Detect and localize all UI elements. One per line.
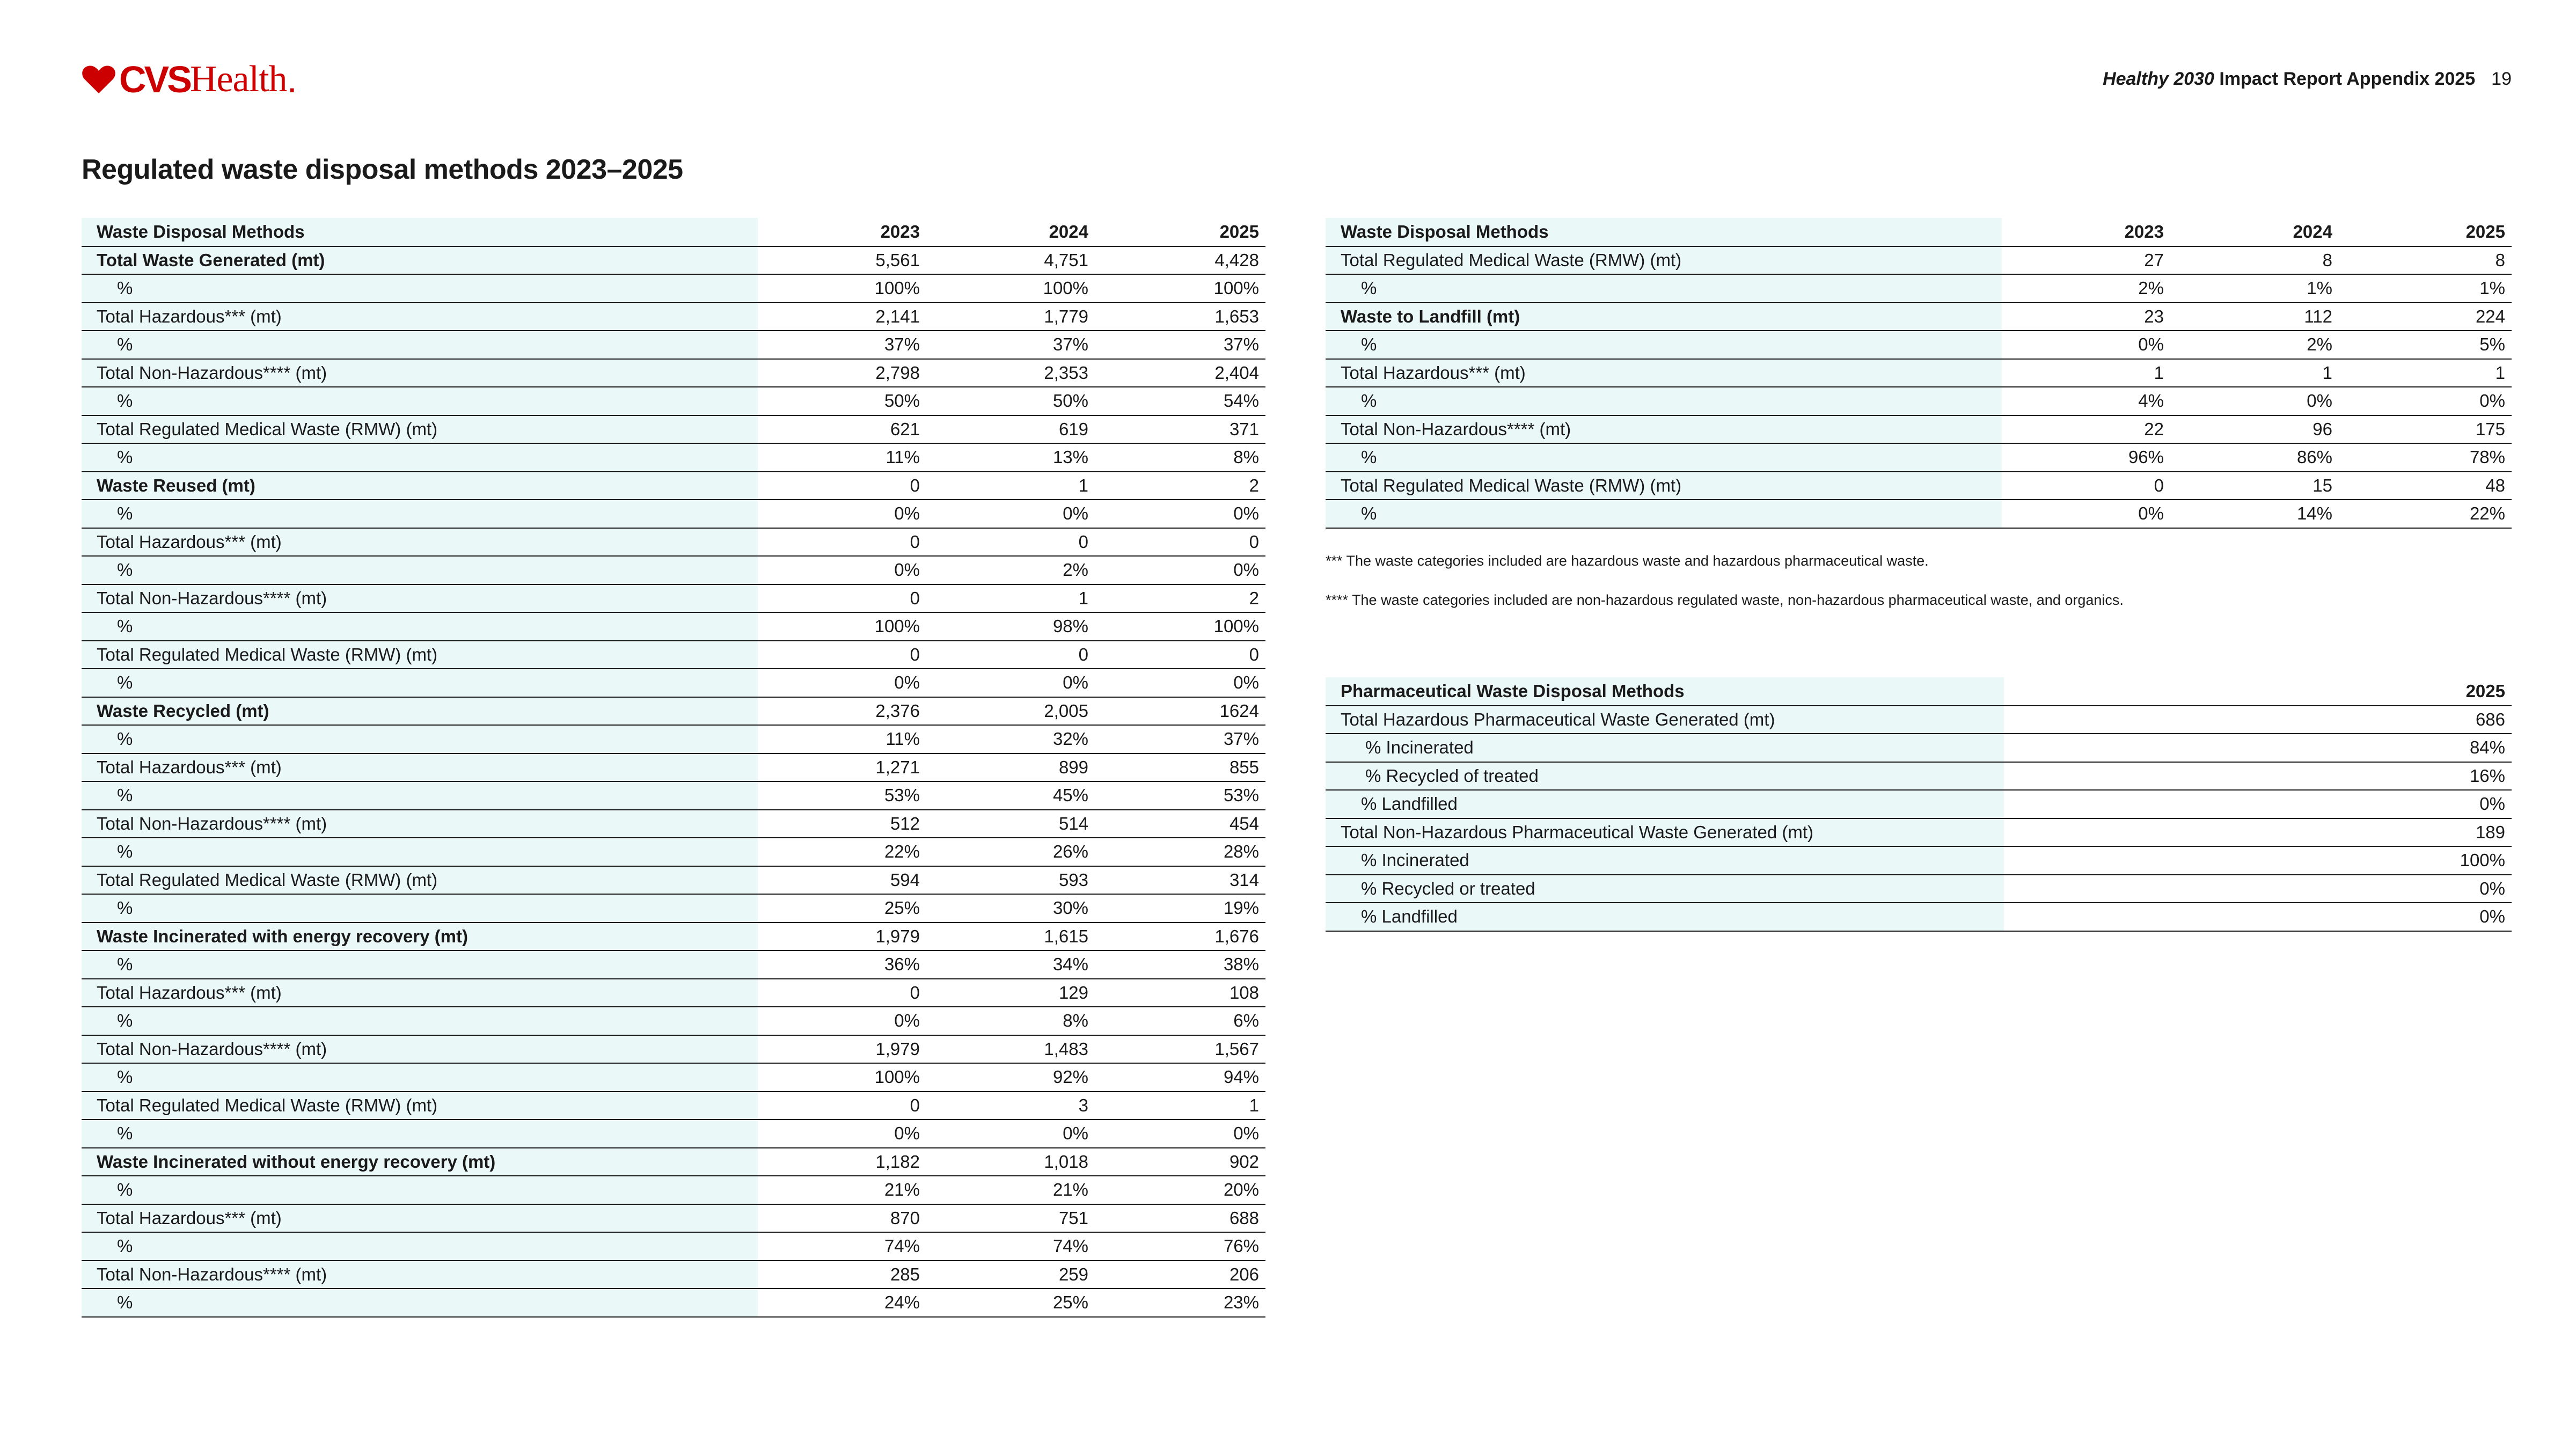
row-label: % [82, 838, 758, 866]
table-row [82, 866, 1265, 895]
cell-value: 0 [758, 528, 926, 557]
cell-value: 4,428 [1095, 246, 1265, 275]
row-label: Total Regulated Medical Waste (RMW) (mt) [82, 1092, 758, 1120]
cell-value: 2,798 [758, 359, 926, 387]
table-row [82, 472, 1265, 500]
table-row [82, 443, 1265, 472]
table-row [82, 528, 1265, 557]
table-row [1326, 415, 2512, 444]
column-header-year: 2023 [758, 218, 926, 246]
row-label: Total Regulated Medical Waste (RMW) (mt) [82, 641, 758, 669]
waste-disposal-table-right [1326, 218, 2512, 529]
cell-value: 5,561 [758, 246, 926, 275]
table-row [1326, 359, 2512, 387]
table-row [82, 838, 1265, 866]
cell-value: 53% [758, 781, 926, 810]
cell-value: 4,751 [926, 246, 1095, 275]
table-row [1326, 762, 2512, 791]
table-row [1326, 387, 2512, 415]
row-label: Waste Reused (mt) [82, 472, 758, 500]
row-label: % [82, 1176, 758, 1204]
row-label: Total Non-Hazardous**** (mt) [82, 359, 758, 387]
cell-value: 37% [758, 331, 926, 359]
cell-value: 2,353 [926, 359, 1095, 387]
cell-value: 50% [758, 387, 926, 415]
table-row [82, 1092, 1265, 1120]
table-row [82, 725, 1265, 753]
cell-value: 45% [926, 781, 1095, 810]
row-label: Total Hazardous*** (mt) [82, 528, 758, 557]
cell-value: 74% [926, 1232, 1095, 1261]
waste-disposal-table-left [82, 218, 1265, 1318]
table-row [82, 1007, 1265, 1035]
cell-value: 189 [2004, 818, 2512, 847]
cell-value: 38% [1095, 950, 1265, 979]
table-row [82, 1261, 1265, 1289]
table-row [1326, 443, 2512, 472]
cell-value: 0 [1095, 641, 1265, 669]
row-label: Total Hazardous*** (mt) [82, 753, 758, 782]
cell-value: 2% [2170, 331, 2339, 359]
cell-value: 74% [758, 1232, 926, 1261]
cell-value: 899 [926, 753, 1095, 782]
cell-value: 1624 [1095, 697, 1265, 726]
row-label: % Incinerated [1326, 734, 2004, 762]
cell-value: 78% [2339, 443, 2512, 472]
cell-value: 23% [1095, 1289, 1265, 1317]
table-header-row [82, 218, 1265, 246]
cell-value: 688 [1095, 1204, 1265, 1233]
cell-value: 514 [926, 810, 1095, 838]
heart-icon [82, 64, 116, 94]
cell-value: 0% [758, 1119, 926, 1148]
cell-value: 21% [926, 1176, 1095, 1204]
table-row [82, 641, 1265, 669]
cell-value: 22% [758, 838, 926, 866]
table-row [1326, 472, 2512, 500]
cell-value: 94% [1095, 1063, 1265, 1092]
cell-value: 22% [2339, 500, 2512, 528]
cell-value: 855 [1095, 753, 1265, 782]
table-row [82, 979, 1265, 1007]
table-row [82, 894, 1265, 923]
row-label: % [82, 387, 758, 415]
row-label: Total Non-Hazardous**** (mt) [1326, 415, 2002, 444]
table-row [82, 246, 1265, 275]
table-row [1326, 790, 2512, 818]
row-label: Total Non-Hazardous**** (mt) [82, 1261, 758, 1289]
row-label: Total Regulated Medical Waste (RMW) (mt) [82, 415, 758, 444]
cell-value: 1 [926, 472, 1095, 500]
cell-value: 30% [926, 894, 1095, 923]
cell-value: 6% [1095, 1007, 1265, 1035]
cell-value: 8 [2170, 246, 2339, 275]
cell-value: 621 [758, 415, 926, 444]
column-header-year: 2025 [2339, 218, 2512, 246]
column-header-year: 2023 [2002, 218, 2170, 246]
cell-value: 2% [926, 556, 1095, 584]
cell-value: 175 [2339, 415, 2512, 444]
cell-value: 19% [1095, 894, 1265, 923]
cell-value: 2 [1095, 472, 1265, 500]
row-label: % [82, 500, 758, 528]
cell-value: 1 [2170, 359, 2339, 387]
cell-value: 76% [1095, 1232, 1265, 1261]
cell-value: 1% [2339, 274, 2512, 303]
cell-value: 21% [758, 1176, 926, 1204]
table-row [82, 1119, 1265, 1148]
cell-value: 0 [1095, 528, 1265, 557]
table-row [82, 1176, 1265, 1204]
row-label: Total Hazardous*** (mt) [82, 979, 758, 1007]
cell-value: 902 [1095, 1148, 1265, 1176]
table-row [1326, 846, 2512, 875]
cell-value: 13% [926, 443, 1095, 472]
cell-value: 26% [926, 838, 1095, 866]
cell-value: 96% [2002, 443, 2170, 472]
cell-value: 100% [2004, 846, 2512, 875]
cell-value: 0% [2339, 387, 2512, 415]
cell-value: 0% [758, 556, 926, 584]
row-label: % [82, 1289, 758, 1317]
table-row [1326, 734, 2512, 762]
cell-value: 594 [758, 866, 926, 895]
row-label: Waste Recycled (mt) [82, 697, 758, 726]
column-header-label: Waste Disposal Methods [82, 218, 758, 246]
cell-value: 37% [1095, 331, 1265, 359]
table-row [1326, 818, 2512, 847]
cell-value: 100% [1095, 612, 1265, 641]
cell-value: 1,676 [1095, 923, 1265, 951]
cell-value: 2,404 [1095, 359, 1265, 387]
cell-value: 371 [1095, 415, 1265, 444]
cell-value: 2,376 [758, 697, 926, 726]
cell-value: 0% [2002, 500, 2170, 528]
row-label: % [82, 894, 758, 923]
column-header-year: 2025 [1095, 218, 1265, 246]
table-row [82, 1232, 1265, 1261]
cell-value: 8 [2339, 246, 2512, 275]
cell-value: 1 [1095, 1092, 1265, 1120]
cell-value: 24% [758, 1289, 926, 1317]
row-label: % [1326, 500, 2002, 528]
cell-value: 0% [2004, 903, 2512, 931]
row-label: % [1326, 443, 2002, 472]
row-label: % [1326, 274, 2002, 303]
cell-value: 0% [1095, 556, 1265, 584]
cell-value: 224 [2339, 303, 2512, 331]
row-label: % Recycled or treated [1326, 875, 2004, 903]
row-label: Total Regulated Medical Waste (RMW) (mt) [1326, 246, 2002, 275]
table-row [82, 923, 1265, 951]
table-row [82, 1148, 1265, 1176]
table-row [1326, 303, 2512, 331]
logo-dot: . [287, 58, 297, 100]
cell-value: 0 [758, 1092, 926, 1120]
page-number: 19 [2491, 69, 2512, 89]
row-label: Total Non-Hazardous**** (mt) [82, 810, 758, 838]
row-label: Total Non-Hazardous**** (mt) [82, 584, 758, 613]
cell-value: 285 [758, 1261, 926, 1289]
row-label: % [82, 781, 758, 810]
cell-value: 36% [758, 950, 926, 979]
footnote-hazardous: *** The waste categories included are hazardous waste and hazardous pharmaceutical waste. [1326, 553, 1929, 569]
cell-value: 20% [1095, 1176, 1265, 1204]
cell-value: 100% [926, 274, 1095, 303]
cell-value: 1,979 [758, 1035, 926, 1064]
logo-wordmark-light: Health [189, 58, 287, 100]
table-row [82, 810, 1265, 838]
cell-value: 53% [1095, 781, 1265, 810]
table-row [82, 303, 1265, 331]
cell-value: 0 [2002, 472, 2170, 500]
cell-value: 100% [758, 1063, 926, 1092]
cell-value: 1 [2002, 359, 2170, 387]
row-label: % [82, 1063, 758, 1092]
row-label: % [82, 669, 758, 697]
cell-value: 32% [926, 725, 1095, 753]
table-header-row [1326, 677, 2512, 706]
row-label: Total Regulated Medical Waste (RMW) (mt) [1326, 472, 2002, 500]
cell-value: 129 [926, 979, 1095, 1007]
cell-value: 96 [2170, 415, 2339, 444]
cell-value: 0% [926, 500, 1095, 528]
cell-value: 98% [926, 612, 1095, 641]
cell-value: 2,005 [926, 697, 1095, 726]
table-row [82, 612, 1265, 641]
cell-value: 1,653 [1095, 303, 1265, 331]
column-header-label: Pharmaceutical Waste Disposal Methods [1326, 677, 2004, 706]
cell-value: 0% [926, 1119, 1095, 1148]
cell-value: 593 [926, 866, 1095, 895]
table-row [82, 359, 1265, 387]
row-label: Total Non-Hazardous Pharmaceutical Waste Generated (mt) [1326, 818, 2004, 847]
row-label: % [82, 274, 758, 303]
cell-value: 34% [926, 950, 1095, 979]
cell-value: 86% [2170, 443, 2339, 472]
column-header-year: 2024 [2170, 218, 2339, 246]
row-label: % Incinerated [1326, 846, 2004, 875]
table-row [1326, 706, 2512, 734]
table-row [82, 753, 1265, 782]
table-row [82, 1063, 1265, 1092]
cell-value: 2% [2002, 274, 2170, 303]
table-row [82, 556, 1265, 584]
row-label: Total Hazardous*** (mt) [1326, 359, 2002, 387]
cell-value: 1 [2339, 359, 2512, 387]
cell-value: 512 [758, 810, 926, 838]
table-row [82, 500, 1265, 528]
cell-value: 112 [2170, 303, 2339, 331]
cell-value: 1,615 [926, 923, 1095, 951]
cell-value: 0 [758, 584, 926, 613]
cell-value: 0% [926, 669, 1095, 697]
cell-value: 0% [758, 1007, 926, 1035]
table-row [82, 669, 1265, 697]
column-header-year: 2024 [926, 218, 1095, 246]
row-label: % [82, 443, 758, 472]
row-label: % Landfilled [1326, 903, 2004, 931]
row-label: Total Hazardous Pharmaceutical Waste Generated (mt) [1326, 706, 2004, 734]
row-label: Waste Incinerated with energy recovery (mt) [82, 923, 758, 951]
cell-value: 619 [926, 415, 1095, 444]
cvs-health-logo [82, 58, 297, 101]
cell-value: 37% [1095, 725, 1265, 753]
cell-value: 100% [758, 612, 926, 641]
cell-value: 5% [2339, 331, 2512, 359]
cell-value: 27 [2002, 246, 2170, 275]
cell-value: 16% [2004, 762, 2512, 791]
row-label: % [82, 1007, 758, 1035]
row-label: % Landfilled [1326, 790, 2004, 818]
cell-value: 92% [926, 1063, 1095, 1092]
table-row [82, 950, 1265, 979]
table-row [82, 781, 1265, 810]
cell-value: 870 [758, 1204, 926, 1233]
cell-value: 1,018 [926, 1148, 1095, 1176]
table-row [1326, 875, 2512, 903]
row-label: % Recycled of treated [1326, 762, 2004, 791]
table-row [82, 1035, 1265, 1064]
table-header-row [1326, 218, 2512, 246]
table-row [1326, 246, 2512, 275]
row-label: Total Regulated Medical Waste (RMW) (mt) [82, 866, 758, 895]
cell-value: 14% [2170, 500, 2339, 528]
cell-value: 1,567 [1095, 1035, 1265, 1064]
table-row [82, 274, 1265, 303]
table-row [82, 697, 1265, 726]
cell-value: 0% [1095, 500, 1265, 528]
table-row [1326, 274, 2512, 303]
cell-value: 1,271 [758, 753, 926, 782]
cell-value: 0% [758, 669, 926, 697]
cell-value: 8% [926, 1007, 1095, 1035]
cell-value: 314 [1095, 866, 1265, 895]
table-row [1326, 903, 2512, 931]
cell-value: 54% [1095, 387, 1265, 415]
cell-value: 11% [758, 443, 926, 472]
report-title: Healthy 2030 Impact Report Appendix 2025 [2103, 69, 2476, 89]
row-label: Waste Incinerated without energy recovery (mt) [82, 1148, 758, 1176]
column-header-label: Waste Disposal Methods [1326, 218, 2002, 246]
cell-value: 2,141 [758, 303, 926, 331]
cell-value: 751 [926, 1204, 1095, 1233]
cell-value: 206 [1095, 1261, 1265, 1289]
cell-value: 25% [926, 1289, 1095, 1317]
table-row [82, 415, 1265, 444]
cell-value: 2 [1095, 584, 1265, 613]
cell-value: 1 [926, 584, 1095, 613]
table-row [82, 331, 1265, 359]
row-label: Total Non-Hazardous**** (mt) [82, 1035, 758, 1064]
cell-value: 100% [1095, 274, 1265, 303]
cell-value: 0% [2004, 875, 2512, 903]
cell-value: 0% [758, 500, 926, 528]
cell-value: 1,483 [926, 1035, 1095, 1064]
cell-value: 0 [758, 472, 926, 500]
table-row [82, 584, 1265, 613]
row-label: % [82, 612, 758, 641]
cell-value: 100% [758, 274, 926, 303]
cell-value: 0 [926, 528, 1095, 557]
cell-value: 8% [1095, 443, 1265, 472]
report-header [2103, 69, 2512, 90]
cell-value: 50% [926, 387, 1095, 415]
cell-value: 259 [926, 1261, 1095, 1289]
row-label: % [82, 1119, 758, 1148]
cell-value: 0 [926, 641, 1095, 669]
table-row [82, 387, 1265, 415]
logo-wordmark-bold: CVS [119, 58, 190, 100]
cell-value: 1,182 [758, 1148, 926, 1176]
cell-value: 48 [2339, 472, 2512, 500]
cell-value: 1,979 [758, 923, 926, 951]
cell-value: 0 [758, 979, 926, 1007]
table-row [1326, 331, 2512, 359]
row-label: % [1326, 387, 2002, 415]
cell-value: 108 [1095, 979, 1265, 1007]
row-label: Total Hazardous*** (mt) [82, 1204, 758, 1233]
cell-value: 0% [1095, 1119, 1265, 1148]
table-row [82, 1289, 1265, 1317]
cell-value: 11% [758, 725, 926, 753]
cell-value: 1% [2170, 274, 2339, 303]
cell-value: 0% [2170, 387, 2339, 415]
cell-value: 1,779 [926, 303, 1095, 331]
row-label: % [82, 950, 758, 979]
footnote-non-hazardous: **** The waste categories included are non-hazardous regulated waste, non-hazardous pharmaceutical waste, and organics. [1326, 592, 2124, 608]
page-title: Regulated waste disposal methods 2023–2025 [82, 154, 683, 185]
cell-value: 0% [1095, 669, 1265, 697]
cell-value: 3 [926, 1092, 1095, 1120]
cell-value: 4% [2002, 387, 2170, 415]
row-label: % [82, 1232, 758, 1261]
cell-value: 686 [2004, 706, 2512, 734]
column-header-year: 2025 [2004, 677, 2512, 706]
table-row [1326, 500, 2512, 528]
cell-value: 454 [1095, 810, 1265, 838]
cell-value: 0% [2002, 331, 2170, 359]
row-label: Total Waste Generated (mt) [82, 246, 758, 275]
cell-value: 37% [926, 331, 1095, 359]
cell-value: 0% [2004, 790, 2512, 818]
row-label: Total Hazardous*** (mt) [82, 303, 758, 331]
row-label: % [1326, 331, 2002, 359]
table-row [82, 1204, 1265, 1233]
row-label: % [82, 556, 758, 584]
cell-value: 25% [758, 894, 926, 923]
cell-value: 15 [2170, 472, 2339, 500]
cell-value: 0 [758, 641, 926, 669]
cell-value: 23 [2002, 303, 2170, 331]
cell-value: 84% [2004, 734, 2512, 762]
row-label: Waste to Landfill (mt) [1326, 303, 2002, 331]
row-label: % [82, 331, 758, 359]
row-label: % [82, 725, 758, 753]
cell-value: 22 [2002, 415, 2170, 444]
cell-value: 28% [1095, 838, 1265, 866]
pharmaceutical-waste-table [1326, 677, 2512, 932]
